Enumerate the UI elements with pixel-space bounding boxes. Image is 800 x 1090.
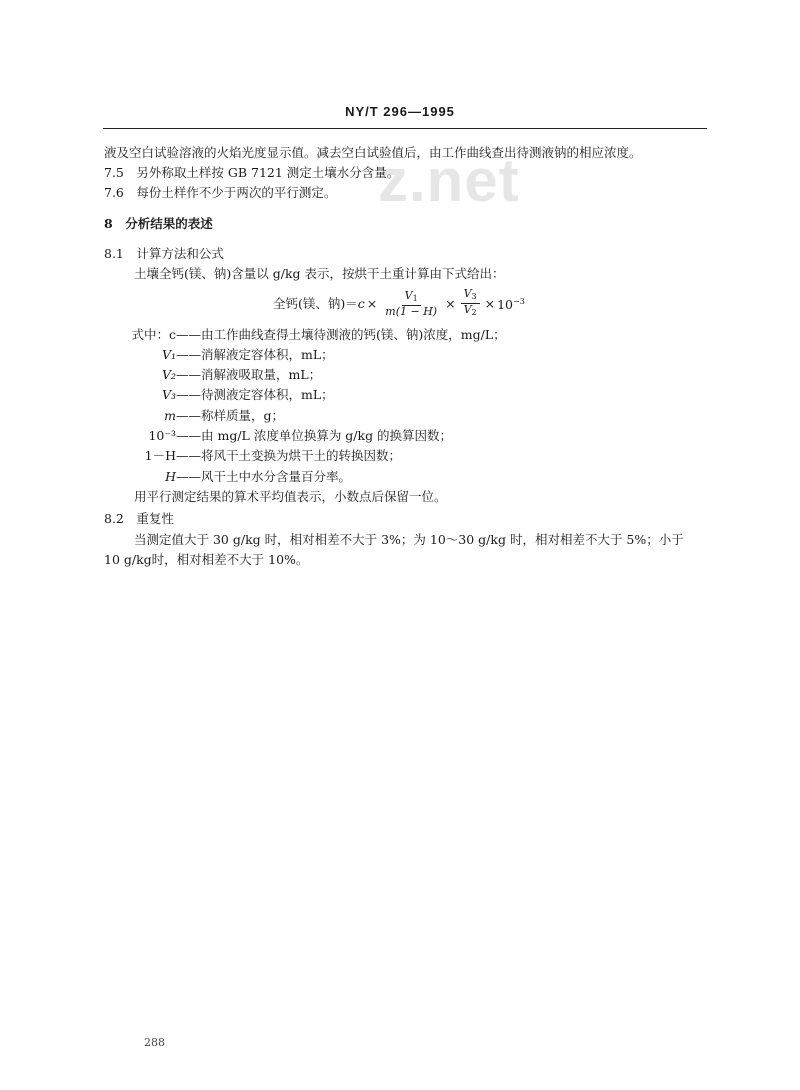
var-desc-c: ——由工作曲线查得土壤待测液的钙(镁、钠)浓度，mg/L；	[176, 327, 506, 342]
var-sym-m: m	[164, 408, 176, 423]
header-rule	[103, 128, 707, 129]
page-number: 288	[144, 1036, 165, 1049]
f2-num: V	[463, 287, 472, 300]
var-sym-1-h: 1－H	[144, 448, 176, 463]
var-sym-v1: V₁	[161, 347, 176, 362]
var-desc-v3: ——待测液定容体积，mL；	[176, 387, 334, 402]
paragraph-continuation: 液及空白试验溶液的火焰光度显示值。减去空白试验值后，由工作曲线查出待测液钠的相应浓度。	[104, 145, 642, 160]
clause-7-5: 7.5 另外称取土样按 GB 7121 测定土壤水分含量。	[104, 165, 400, 180]
var-sym-h: H	[165, 469, 176, 484]
formula-fraction-2	[461, 288, 480, 319]
var-sym-c: 式中：c	[131, 327, 176, 342]
f2-num-sub: 3	[471, 292, 477, 301]
var-desc-1-h: ——将风干土变换为烘干土的转换因数；	[176, 448, 402, 463]
averaging-note: 用平行测定结果的算术平均值表示，小数点后保留一位。	[134, 489, 447, 504]
formula-times-2: ×	[445, 295, 456, 311]
f1-num: V	[404, 288, 413, 302]
clause-8-1-heading: 8.1 计算方法和公式	[104, 246, 224, 261]
f2-den: V	[463, 303, 472, 316]
formula-fraction-1	[382, 290, 440, 318]
standard-header: NY/T 296—1995	[345, 104, 455, 119]
repeatability-line-1: 当测定值大于 30 g/kg 时，相对相差不大于 3%；为 10～30 g/kg 时，相对相差不大于 5%；小于	[134, 532, 684, 547]
repeatability-line-2: 10 g/kg时，相对相差不大于 10%。	[104, 552, 309, 567]
var-desc-factor: ——由 mg/L 浓度单位换算为 g/kg 的换算因数；	[176, 428, 453, 443]
var-sym-v3: V₃	[161, 387, 176, 402]
formula-times-1: ×	[366, 295, 378, 311]
formula-times-3: ×	[484, 295, 496, 311]
var-sym-factor: 10⁻³	[148, 428, 176, 443]
var-desc-v2: ——消解液吸取量，mL；	[176, 367, 322, 382]
f2-den-sub: 2	[471, 308, 477, 317]
clause-7-6: 7.6 每份土样作不少于两次的平行测定。	[104, 185, 337, 200]
formula-lhs: 全钙(镁、钠)＝	[273, 295, 358, 311]
var-desc-m: ——称样质量，g；	[176, 408, 285, 423]
clause-8-2-heading: 8.2 重复性	[104, 511, 174, 526]
formula	[273, 288, 525, 319]
var-desc-v1: ——消解液定容体积，mL；	[176, 347, 334, 362]
var-sym-v2: V₂	[161, 367, 176, 382]
formula-power: $10^{-3}$	[497, 297, 525, 312]
var-desc-h: ——风干土中水分含量百分率。	[176, 469, 352, 484]
f1-num-sub: 1	[412, 293, 418, 303]
section-8-heading: 8 分析结果的表述	[104, 216, 213, 231]
watermark-text: z.net	[378, 147, 520, 214]
formula-intro: 土壤全钙(镁、钠)含量以 g/kg 表示，按烘干土重计算由下式给出：	[134, 266, 505, 281]
f1-den: m(1 − H)	[385, 304, 438, 318]
formula-c: c	[357, 295, 365, 311]
